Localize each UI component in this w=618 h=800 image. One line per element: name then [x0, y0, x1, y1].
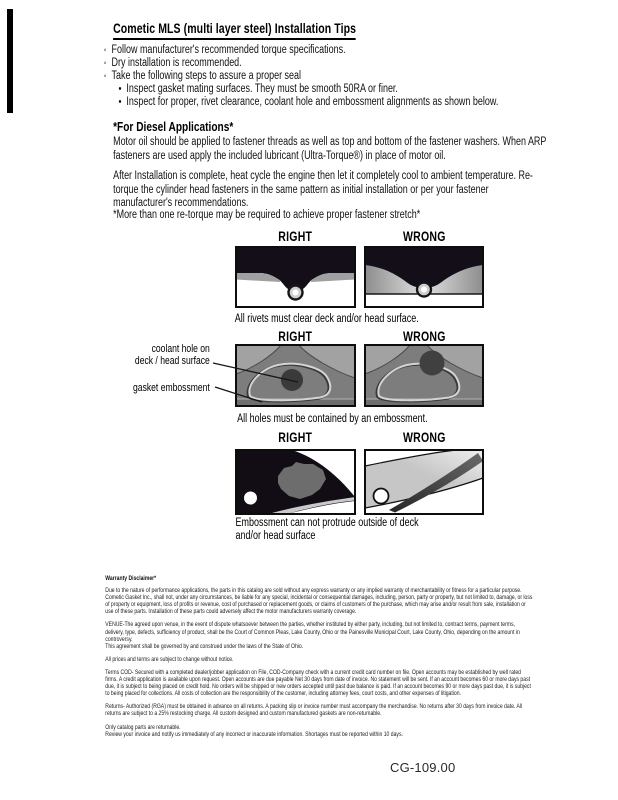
warranty-paragraph: Due to the nature of performance applications, the parts in this catalog are sold without any express warranty or any implied warranty of merchantability or fitness for a particular purpose. Cometic Gasket Inc., shall not, under any circumstances, be liable for any special, incidental or consequential damages, including, person, party or property, but not limited to, damage, or loss of property or equipment, loss of profits or revenue, cost of purchased or replacement goods, or claims of customers of the purchase, which may arise and/or result from sale, installation or use of these parts. Installation of these parts could adversely affect the motor manufacturers warranty coverage.: [105, 587, 533, 616]
protrude-right-illustration: [235, 449, 356, 515]
coolant-hole-label-line2: deck / head surface: [134, 355, 210, 367]
page-title: Cometic MLS (multi layer steel) Installation Tips: [113, 21, 356, 40]
row3-right-label: RIGHT: [278, 430, 313, 445]
protrude-wrong-illustration: [364, 449, 484, 515]
warranty-paragraph: Terms COD- Secured with a completed dealer/jobber application on File, COD-Company check with a current credit card number on file. Open accounts may be established by well rated firms. A credit application is available upon request. Open accounts are due payable Net 30 days from date of invoice. No statement will be sent. If an account becomes 60 or more days past due, it is subject to being placed on credit hold. No orders will be shipped or new orders accepted until past due balance is paid. If an account becomes 90 or more days past due, it is subject to being placed for collections. All costs of collection are the responsibility of the customer, including attorney fees, court costs, and other expenses of litigation.: [105, 668, 531, 698]
row3-caption: [236, 517, 419, 542]
gasket-embossment-label: gasket embossment: [133, 382, 210, 394]
page-number: CG-109.00: [390, 760, 456, 775]
row3-wrong-label: WRONG: [402, 430, 446, 445]
coolant-hole-label: [108, 343, 209, 367]
warranty-paragraph: This agreement shall be governed by and construed under the laws of the State of Ohio.: [105, 642, 304, 650]
warranty-paragraph: Only catalog parts are returnable.: [105, 723, 181, 731]
row2-caption: All holes must be contained by an embossment.: [237, 413, 428, 425]
diagram-protrude-wrong: [364, 449, 484, 515]
diesel-heading: *For Diesel Applications*: [113, 119, 234, 134]
list-item: ◦ Dry installation is recommended.: [104, 57, 611, 70]
rivet-wrong-illustration: [364, 246, 484, 308]
row1-caption: All rivets must clear deck and/or head surface.: [234, 313, 419, 325]
warranty-disclaimer: [105, 575, 532, 738]
warranty-paragraph: VENUE-The agreed upon venue, in the event of dispute whatsoever between the parties, whether instituted by either party, including, but not limited to, contract terms, payment terms, delivery, type, defects, sufficiency of product, shall be the Court of Common Pleas, Lake County, Ohio or the Painesville Municipal Court, Lake County, Ohio, depending on the amount in controversy.: [105, 621, 520, 643]
diagram-protrude-right: [235, 449, 356, 515]
diagram-embossment-wrong: [364, 344, 484, 407]
diagram-rivet-wrong: [364, 246, 484, 308]
diesel-paragraph-1: Motor oil should be applied to fastener threads as well as top and bottom of the fastener washers. When ARP fasteners are used apply the included lubricant (Ultra-Torque®) in place of motor oil.: [113, 136, 547, 162]
embossment-wrong-illustration: [364, 344, 484, 407]
list-item: ◦ Follow manufacturer's recommended torque specifications.: [104, 44, 611, 57]
list-item: ◦ Take the following steps to assure a proper seal: [104, 70, 611, 83]
warranty-paragraph: Returns- Authorized (RGA) must be obtained in advance on all returns. A packing slip or invoice number must accompany the merchandise. No returns after 30 days from invoice date. All returns are subject to a 25% restocking charge. All custom designed and custom manufactured gaskets are non-returnable.: [105, 703, 523, 718]
row1-wrong-label: WRONG: [402, 229, 446, 244]
list-item: • Inspect for proper, rivet clearance, coolant hole and embossment alignments as shown below.: [119, 96, 611, 109]
coolant-hole-label-line1: coolant hole on: [151, 343, 210, 355]
warranty-heading: Warranty Disclaimer*: [105, 575, 157, 582]
row1-right-label: RIGHT: [278, 229, 313, 244]
label-leader-lines: [205, 353, 305, 409]
row3-caption-line1: Embossment can not protrude outside of deck: [235, 517, 419, 529]
list-item: • Inspect gasket mating surfaces. They must be smooth 50RA or finer.: [119, 83, 611, 96]
row3-caption-line2: and/or head surface: [235, 529, 316, 542]
retorque-note: *More than one re-torque may be required to achieve proper fastener stretch*: [113, 209, 421, 221]
row2-wrong-label: WRONG: [402, 329, 446, 344]
diesel-paragraph-2: After Installation is complete, heat cycle the engine then let it completely cool to ambient temperature. Re-torque the cylinder head fasteners in the same pattern as initial installation or per your fastener manufacturer's recommendations.: [113, 170, 533, 209]
warranty-paragraph: All prices and terms are subject to change without notice.: [105, 655, 234, 663]
diagram-rivet-right: [235, 246, 356, 308]
tips-list: [104, 44, 611, 109]
warranty-paragraph: Review your invoice and notify us immediately of any incorrect or inaccurate information. Shortages must be reported within 10 days.: [105, 730, 403, 738]
rivet-right-illustration: [235, 246, 356, 308]
row2-right-label: RIGHT: [278, 329, 313, 344]
